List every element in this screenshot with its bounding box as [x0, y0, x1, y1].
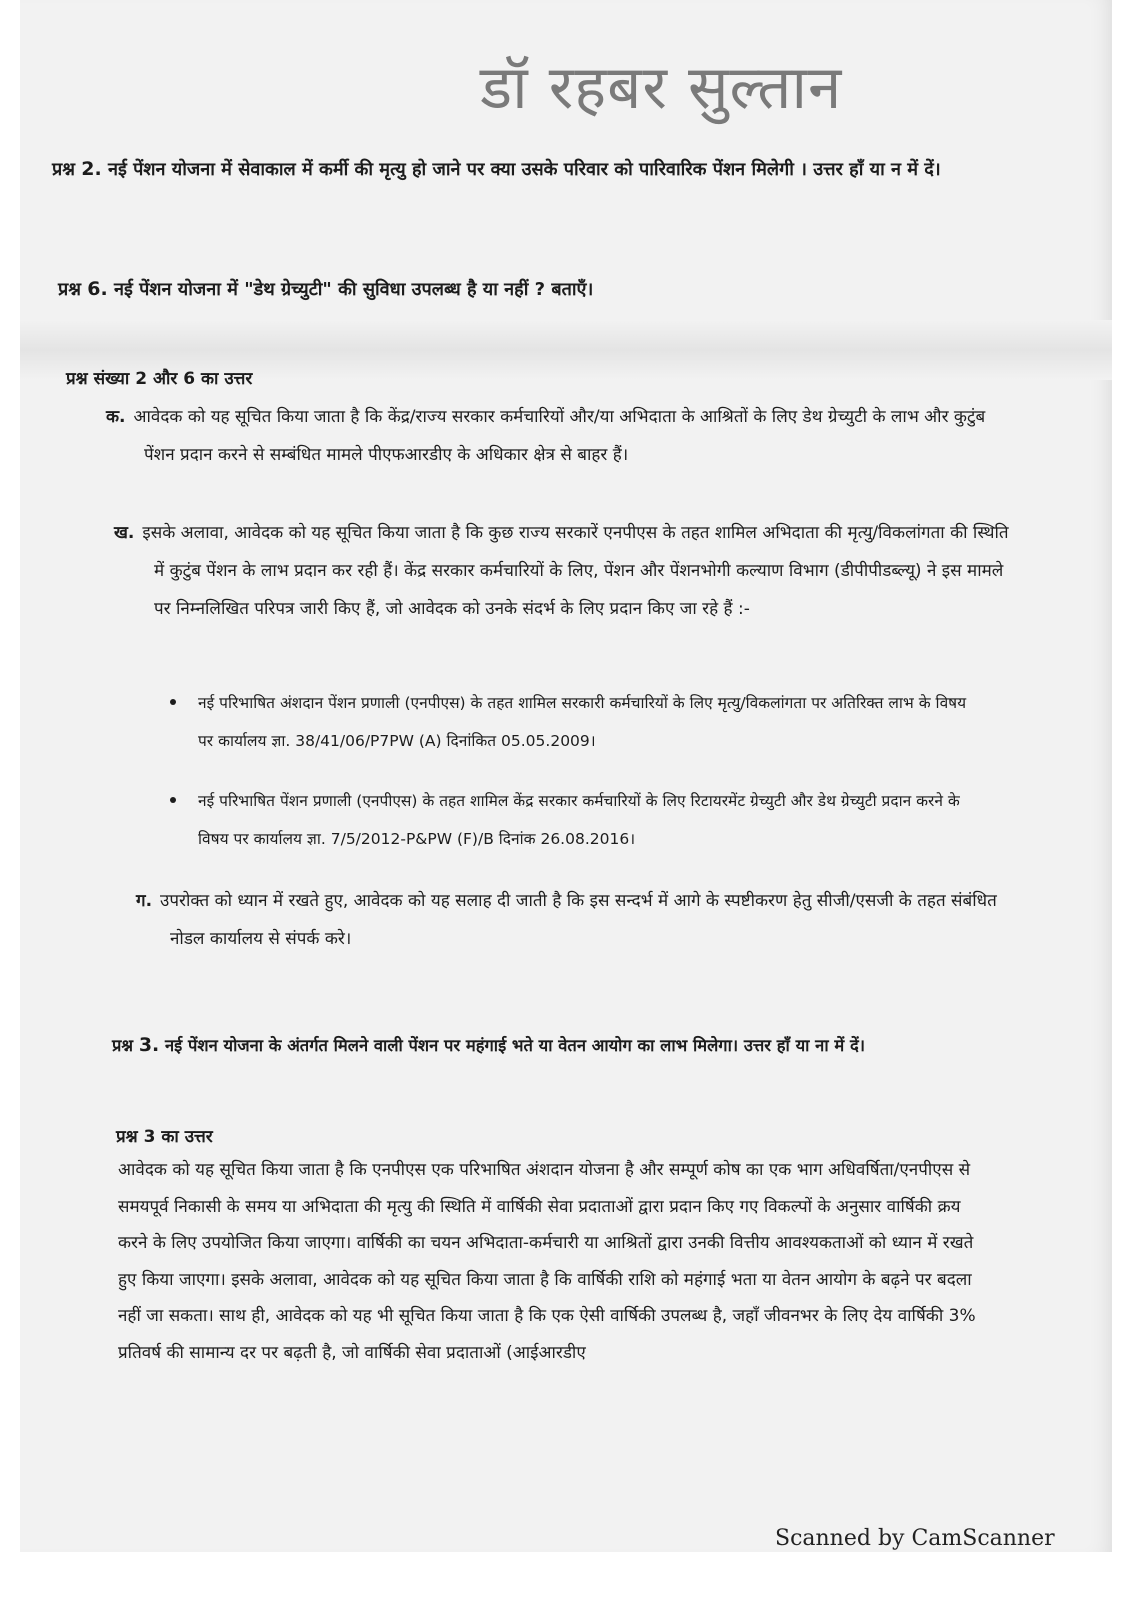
- bullet-dot: [170, 699, 176, 705]
- answer-2-6-heading: प्रश्न संख्या 2 और 6 का उत्तर: [66, 369, 253, 389]
- question-prefix: प्रश्न: [52, 159, 75, 180]
- question-6: [58, 272, 958, 307]
- answer-3-text: आवेदक को यह सूचित किया जाता है कि एनपीएस एक परिभाषित अंशदान योजना है और सम्पूर्ण कोष का एक भाग अधिवर्षिता/एनपीएस से समयपूर्व निकासी के समय या अभिदाता की मृत्यु की स्थिति में वार्षिकी सेवा प्रदाताओं द्वारा प्रदान किए गए विकल्पों के अनुसार वार्षिकी क्रय करने के लिए उपयोजित किया जाएगा। वार्षिकी का चयन अभिदाता-कर्मचारी या आश्रितों द्वारा उनकी वित्तीय आवश्यकताओं को ध्यान में रखते हुए किया जाएगा। इसके अलावा, आवेदक को यह सूचित किया जाता है कि वार्षिकी राशि को महंगाई भता या वेतन आयोग के बढ़ने पर बदला नहीं जा सकता। साथ ही, आवेदक को यह भी सूचित किया जाता है कि एक ऐसी वार्षिकी उपलब्ध है, जहाँ जीवनभर के लिए देय वार्षिकी 3% प्रतिवर्ष की सामान्य दर पर बढ़ती है, जो वार्षिकी सेवा प्रदाताओं (आईआरडीए: [118, 1160, 976, 1363]
- answer-point-a: [106, 398, 1014, 474]
- bullet-text: नई परिभाषित अंशदान पेंशन प्रणाली (एनपीएस) के तहत शामिल सरकारी कर्मचारियों के लिए मृत्यु/विकलांगता पर अतिरिक्त लाभ के विषय पर कार्यालय ज्ञा. 38/41/06/P7PW (A) दिनांकित 05.05.2009।: [198, 694, 967, 750]
- point-text: इसके अलावा, आवेदक को यह सूचित किया जाता है कि कुछ राज्य सरकारें एनपीएस के तहत शामिल अभिदाता की मृत्यु/विकलांगता की स्थिति में कुटुंब पेंशन के लाभ प्रदान कर रही हैं। केंद्र सरकार कर्मचारियों के लिए, पेंशन और पेंशनभोगी कल्याण विभाग (डीपीपीडब्ल्यू) ने इस मामले पर निम्नलिखित परिपत्र जारी किए हैं, जो आवेदक को उनके संदर्भ के लिए प्रदान किए जा रहे हैं :-: [142, 523, 1009, 619]
- question-text: नई पेंशन योजना में सेवाकाल में कर्मी की मृत्यु हो जाने पर क्या उसके परिवार को पारिवारिक पेंशन मिलेगी । उत्तर हाँ या न में दें।: [107, 159, 941, 180]
- answer-point-b: [114, 514, 1014, 628]
- answer-3-heading: प्रश्न 3 का उत्तर: [116, 1127, 213, 1147]
- question-3: [112, 1028, 972, 1063]
- question-text: नई पेंशन योजना में "डेथ ग्रेच्युटी" की सुविधा उपलब्ध है या नहीं ? बताएँ।: [113, 279, 594, 300]
- question-text: नई पेंशन योजना के अंतर्गत मिलने वाली पेंशन पर महंगाई भते या वेतन आयोग का लाभ मिलेगा। उत्तर हाँ या ना में दें।: [165, 1036, 865, 1055]
- question-number: 2.: [81, 158, 102, 180]
- circular-bullet-1: [198, 684, 968, 760]
- point-marker: ग.: [136, 891, 153, 911]
- bullet-text: नई परिभाषित पेंशन प्रणाली (एनपीएस) के तहत शामिल केंद्र सरकार कर्मचारियों के लिए रिटायरमेंट ग्रेच्युटी और डेथ ग्रेच्युटी प्रदान करने के विषय पर कार्यालय ज्ञा. 7/5/2012-P&PW (F)/B दिनांक 26.08.2016।: [198, 792, 960, 848]
- author-name: डॉ रहबर सुल्तान: [480, 53, 843, 123]
- point-marker: क.: [106, 407, 126, 427]
- question-prefix: प्रश्न: [112, 1036, 134, 1055]
- question-number: 3.: [138, 1034, 160, 1056]
- point-text: आवेदक को यह सूचित किया जाता है कि केंद्र/राज्य सरकार कर्मचारियों और/या अभिदाता के आश्रितों के लिए डेथ ग्रेच्युटी के लाभ और कुटुंब पेंशन प्रदान करने से सम्बंधित मामले पीएफआरडीए के अधिकार क्षेत्र से बाहर हैं।: [133, 407, 986, 465]
- point-marker: ख.: [114, 523, 135, 543]
- scanner-watermark: Scanned by CamScanner: [775, 1526, 1055, 1551]
- circular-bullet-2: [198, 782, 968, 858]
- question-2: [52, 152, 962, 187]
- answer-point-c: [136, 882, 1010, 958]
- question-number: 6.: [87, 278, 108, 300]
- point-text: उपरोक्त को ध्यान में रखते हुए, आवेदक को यह सलाह दी जाती है कि इस सन्दर्भ में आगे के स्पष्टीकरण हेतु सीजी/एसजी के तहत संबंधित नोडल कार्यालय से संपर्क करे।: [160, 891, 997, 949]
- question-prefix: प्रश्न: [58, 279, 81, 300]
- bullet-dot: [170, 797, 176, 803]
